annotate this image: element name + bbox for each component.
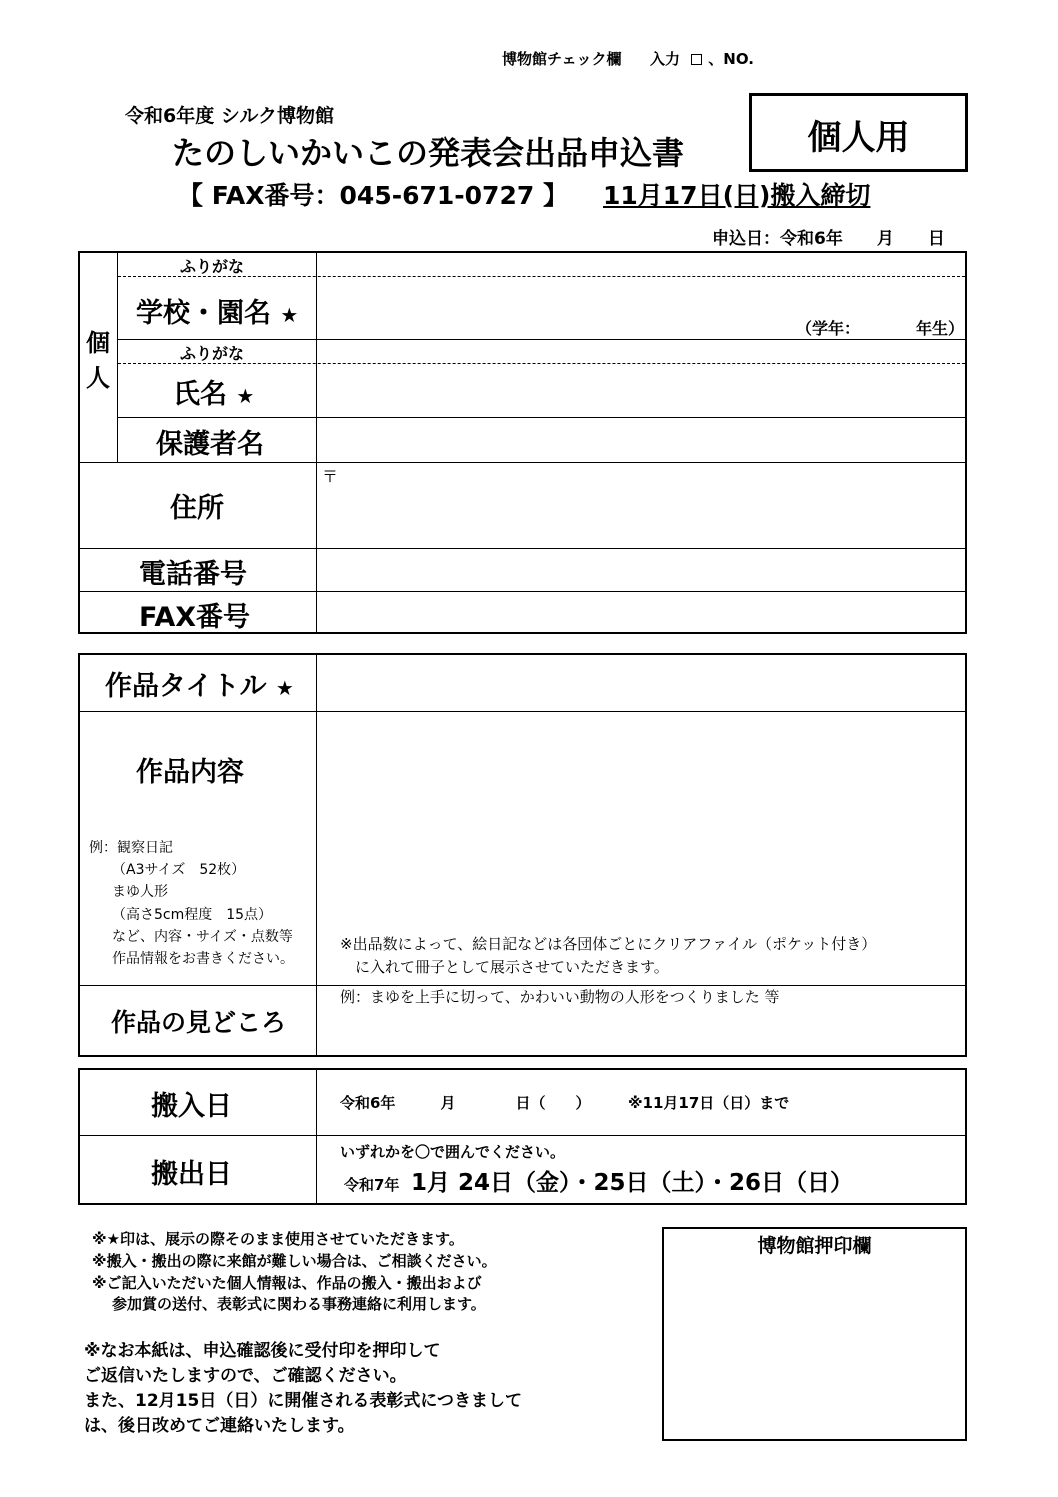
personal-badge [749, 93, 968, 172]
form-title: たのしいかいこの発表会出品申込書 [172, 134, 685, 172]
apply-date[interactable]: 申込日：令和6年 月 日 [712, 229, 945, 249]
required-star-icon: ★ [275, 676, 294, 700]
guardian-name-label: 保護者名 [156, 429, 264, 460]
content-example-line: まゆ人形 [112, 884, 168, 900]
highlight-example: 例：まゆを上手に切って、かわいい動物の人形をつくりました 等 [340, 988, 780, 1006]
artwork-title-field[interactable] [318, 655, 964, 710]
content-note-line: に入れて冊子として展示させていただきます。 [355, 958, 669, 976]
phone-label: 電話番号 [139, 559, 247, 590]
content-note-line: ※出品数によって、絵日記などは各団体ごとにクリアファイル（ポケット付き） [340, 935, 877, 953]
side-label-personal-1: 個 [86, 329, 110, 357]
museum-stamp-label: 博物館押印欄 [757, 1235, 872, 1257]
input-checkbox[interactable] [691, 54, 702, 65]
content-example-line: 作品情報をお書きください。 [112, 951, 294, 967]
name-label: 氏名 [173, 379, 227, 410]
form-subtitle: 令和6年度 シルク博物館 [125, 105, 334, 127]
museum-stamp-box [662, 1227, 967, 1441]
school-furigana-label: ふりがな [180, 257, 245, 276]
deadline-text: 11月17日(日)搬入締切 [603, 181, 871, 210]
grade-label[interactable]: （学年： 年生） [796, 319, 965, 338]
school-name-label: 学校・園名 [136, 298, 271, 329]
carry-out-date-options[interactable]: 1月 24日（金）・25日（土）・26日（日） [411, 1170, 854, 1196]
guardian-name-field[interactable] [318, 419, 964, 461]
school-furigana-field[interactable] [318, 253, 964, 275]
closing-line: また、12月15日（日）に開催される表彰式につきまして [84, 1391, 522, 1411]
highlight-label: 作品の見どころ [111, 1008, 287, 1037]
artwork-content-field[interactable] [318, 713, 964, 928]
content-example-line: （A3サイズ 52枚） [112, 862, 246, 878]
input-label: 入力 [650, 50, 681, 68]
number-label: 、NO. [708, 50, 754, 68]
content-example-line: 例：観察日記 [89, 840, 173, 856]
carry-out-instruction: いずれかを〇で囲んでください。 [340, 1143, 566, 1161]
footer-note: ※搬入・搬出の際に来館が難しい場合は、ご相談ください。 [92, 1252, 497, 1270]
carry-out-label: 搬出日 [151, 1159, 232, 1190]
side-label-personal-2: 人 [86, 364, 110, 392]
required-star-icon: ★ [280, 303, 299, 327]
content-example-line: （高さ5cm程度 15点） [112, 907, 273, 923]
fax-field[interactable] [318, 593, 964, 632]
address-field[interactable] [318, 464, 964, 547]
fax-label: FAX番号 [139, 602, 251, 633]
content-example-line: など、内容・サイズ・点数等 [112, 929, 293, 945]
carry-in-label: 搬入日 [151, 1091, 232, 1122]
personal-badge-label: 個人用 [807, 118, 910, 158]
carry-in-date-field[interactable]: 令和6年 月 日（ ） ※11月17日（日）まで [340, 1094, 790, 1112]
artwork-content-label: 作品内容 [136, 757, 244, 788]
footer-note: 参加賞の送付、表彰式に関わる事務連絡に利用します。 [112, 1295, 486, 1313]
carry-out-era: 令和7年 [344, 1176, 400, 1194]
address-label: 住所 [170, 493, 224, 524]
phone-field[interactable] [318, 550, 964, 590]
footer-note: ※ご記入いただいた個人情報は、作品の搬入・搬出および [92, 1274, 482, 1292]
closing-line: ご返信いたしますので、ご確認ください。 [84, 1366, 407, 1386]
name-furigana-field[interactable] [318, 341, 964, 362]
fax-number-line: 【 FAX番号：045-671-0727 】 [178, 181, 568, 210]
required-star-icon: ★ [236, 384, 255, 408]
closing-line: ※なお本紙は、申込確認後に受付印を押印して [84, 1341, 441, 1361]
closing-line: は、後日改めてご連絡いたします。 [84, 1416, 355, 1436]
artwork-title-label: 作品タイトル [105, 671, 267, 702]
museum-check-label: 博物館チェック欄 [502, 50, 622, 68]
name-field[interactable] [318, 365, 964, 416]
highlight-field[interactable] [318, 1006, 964, 1055]
postal-mark: 〒 [322, 467, 339, 486]
footer-note: ※★印は、展示の際そのまま使用させていただきます。 [92, 1230, 464, 1248]
name-furigana-label: ふりがな [180, 344, 245, 363]
